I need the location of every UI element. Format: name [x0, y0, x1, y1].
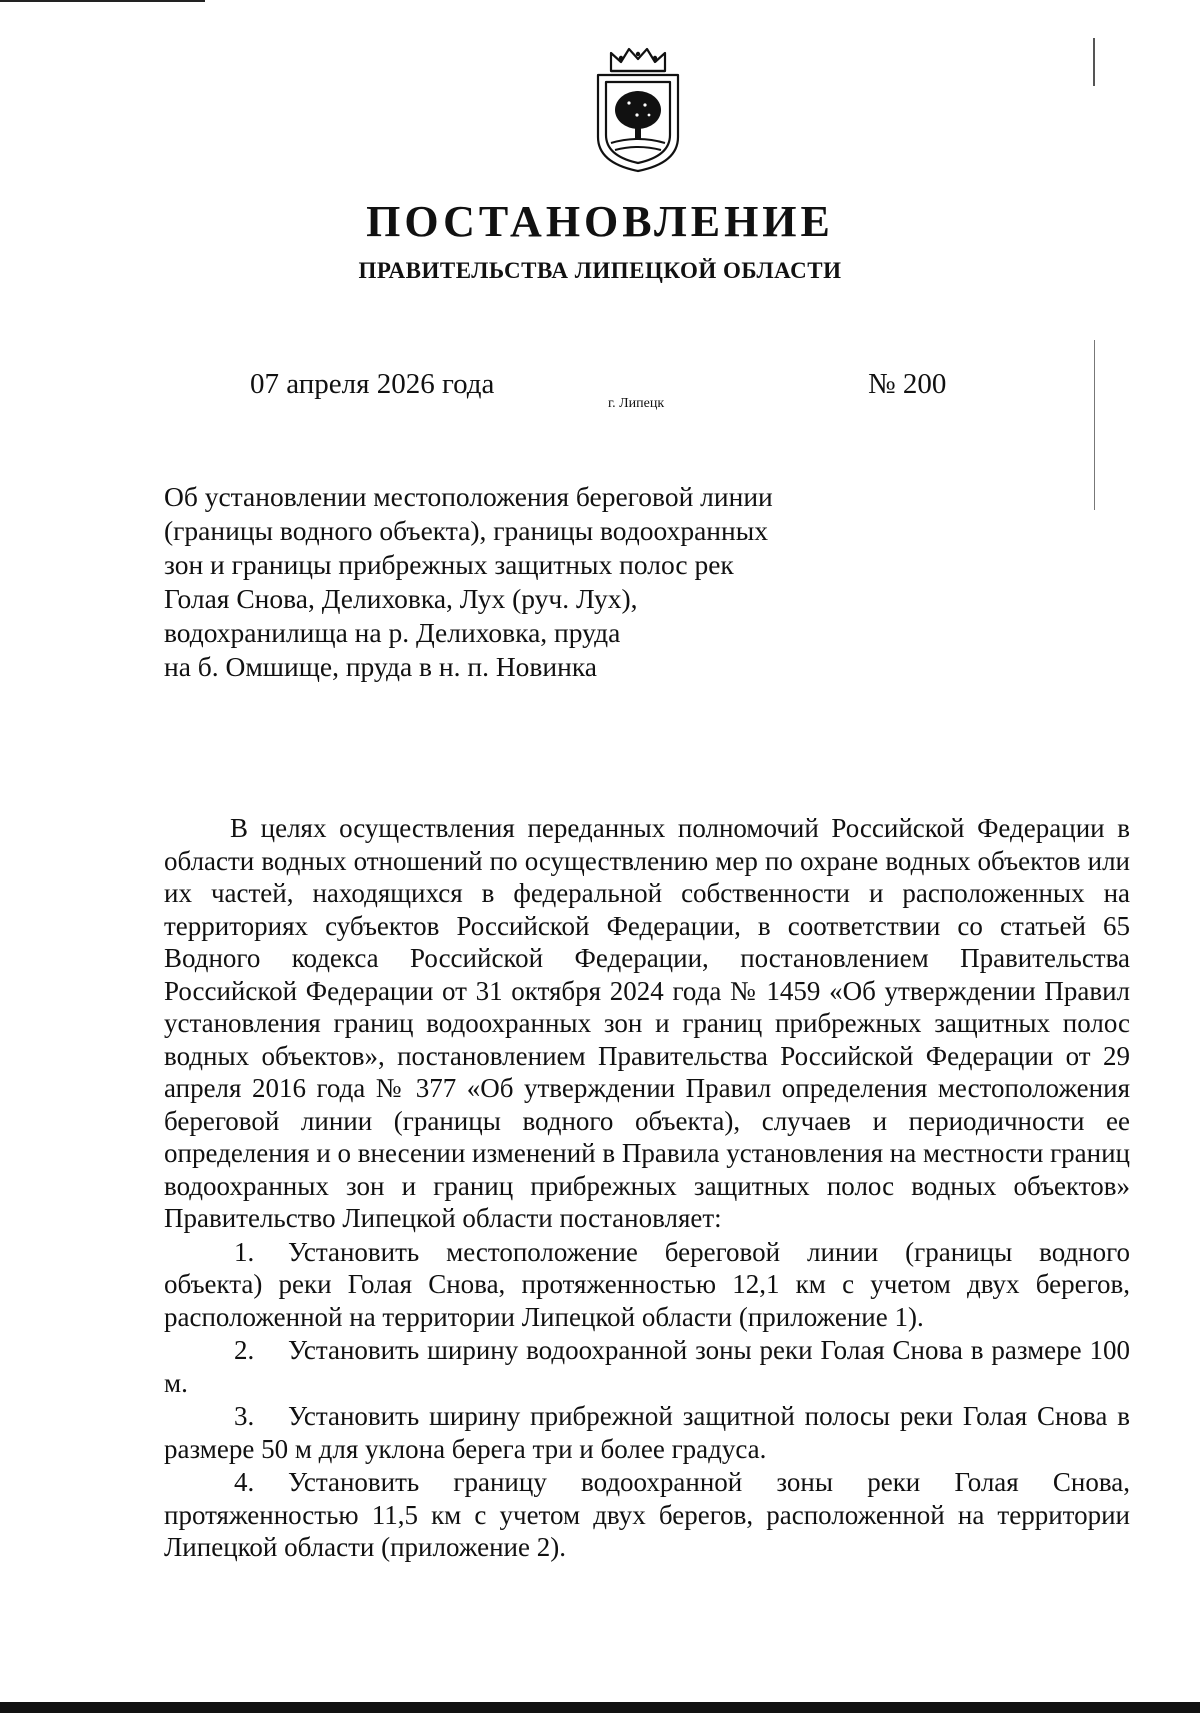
title-line: водохранилища на р. Делиховка, пруда: [164, 617, 621, 648]
title-line: Об установлении местоположения береговой линии: [164, 481, 773, 512]
numbered-item: [164, 1334, 1130, 1399]
item-number: 3.: [234, 1401, 255, 1431]
title-line: зон и границы прибрежных защитных полос рек: [164, 549, 734, 580]
item-number: 1.: [234, 1236, 255, 1267]
title-line: на б. Омшище, пруда в н. п. Новинка: [164, 651, 597, 682]
scan-top-left-edge: [0, 0, 205, 2]
title-line: Голая Снова, Делиховка, Лух (руч. Лух),: [164, 583, 638, 614]
item-number: 2.: [234, 1335, 255, 1365]
item-text: Установить ширину прибрежной защитной полосы реки Голая Снова в размере 50 м для уклона берега три и более градуса.: [164, 1401, 1130, 1464]
scan-bottom-edge: [0, 1702, 1200, 1713]
coat-of-arms-emblem: [593, 45, 683, 177]
document-body: [164, 812, 1130, 1564]
document-city: г. Липецк: [608, 396, 665, 411]
item-text: Установить границу водоохранной зоны реки Голая Снова, протяженностью 11,5 км с учетом двух берегов, расположенной на территории Липецкой области (приложение 2).: [164, 1467, 1130, 1562]
scan-right-edge-mark: [1093, 38, 1095, 86]
scan-right-edge-mark: [1094, 340, 1095, 510]
item-text: Установить ширину водоохранной зоны реки Голая Снова в размере 100 м.: [164, 1335, 1130, 1398]
numbered-item: [164, 1400, 1130, 1465]
title-line: (границы водного объекта), границы водоохранных: [164, 515, 768, 546]
issuer-heading: ПРАВИТЕЛЬСТВА ЛИПЕЦКОЙ ОБЛАСТИ: [358, 258, 842, 283]
item-text: Установить местоположение береговой линии (границы водного объекта) реки Голая Снова, протяженностью 12,1 км с учетом двух берегов, расположенной на территории Липецкой области (приложение 1).: [164, 1236, 1130, 1332]
document-title: [164, 480, 864, 684]
document-number: № 200: [868, 368, 947, 400]
numbered-item: [164, 1466, 1130, 1564]
preamble-paragraph: В целях осуществления переданных полномочий Российской Федерации в области водных отношений по осуществлению мер по охране водных объектов или их частей, находящихся в федеральной собственности и расположенных на территориях субъектов Российской Федерации, в соответствии со статьей 65 Водного кодекса Российской Федерации, постановлением Правительства Российской Федерации от 31 октября 2024 года № 1459 «Об утверждении Правил установления границ водоохранных зон и границ прибрежных защитных полос водных объектов», постановлением Правительства Российской Федерации от 29 апреля 2016 года № 377 «Об утверждении Правил определения местоположения береговой линии (границы водного объекта), случаев и периодичности ее определения и о внесении изменений в Правила установления на местности границ водоохранных зон и границ прибрежных защитных полос водных объектов» Правительство Липецкой области постановляет:: [164, 813, 1130, 1233]
numbered-item: [164, 1236, 1130, 1334]
document-date: 07 апреля 2026 года: [250, 368, 495, 400]
document-type-heading: ПОСТАНОВЛЕНИЕ: [366, 197, 834, 246]
item-number: 4.: [234, 1467, 255, 1497]
